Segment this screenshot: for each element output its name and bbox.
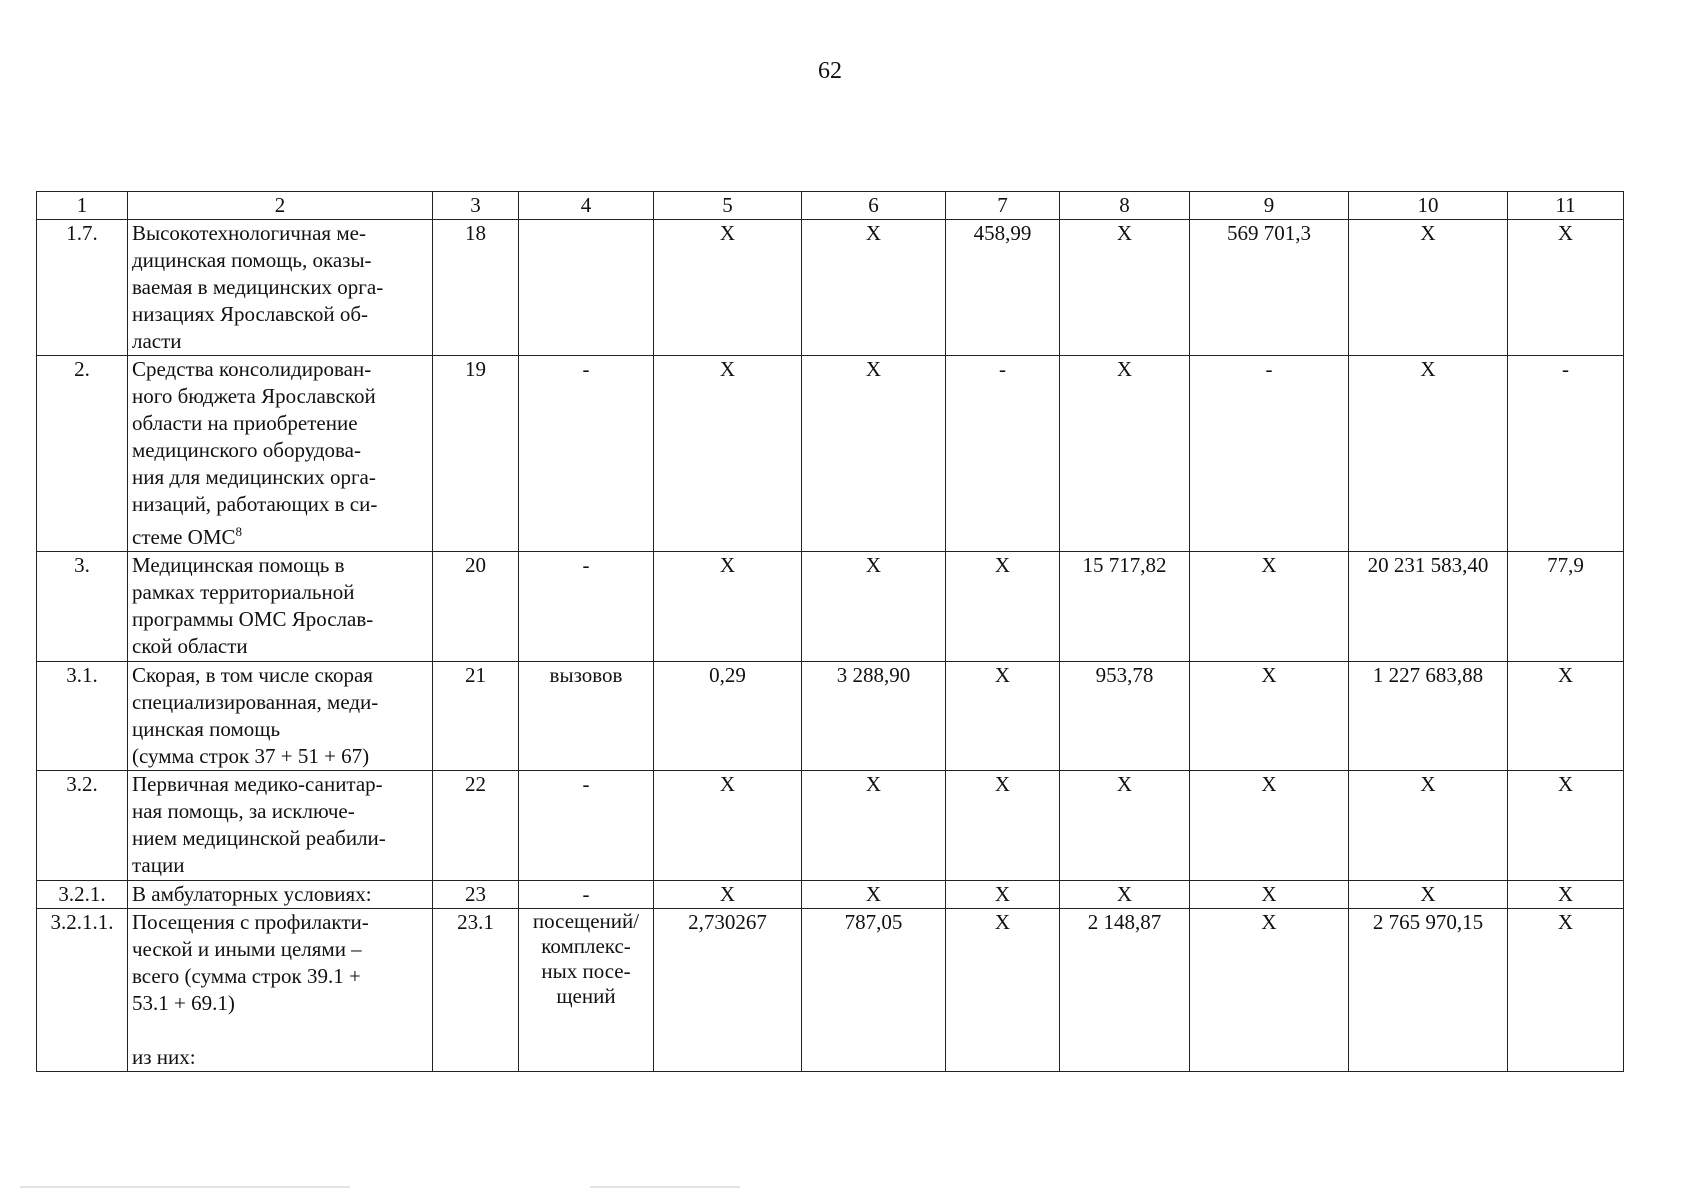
description-text: низациях Ярославской об- [132, 302, 369, 326]
row-description [128, 552, 433, 662]
cell-c8: 953,78 [1060, 662, 1190, 771]
column-header: 4 [519, 192, 654, 220]
description-text: ской области [132, 634, 248, 658]
description-line [132, 328, 429, 355]
cell-c11: X [1508, 220, 1624, 356]
cell-c5: 0,29 [654, 662, 802, 771]
row-number: 3.2.1. [37, 881, 128, 909]
cell-c10: X [1349, 356, 1508, 552]
description-text: Средства консолидирован- [132, 357, 372, 381]
cell-c5: X [654, 220, 802, 356]
description-text: дицинская помощь, оказы- [132, 248, 372, 272]
cell-c7: X [946, 909, 1060, 1072]
cell-c8: X [1060, 771, 1190, 881]
cell-c6: X [802, 552, 946, 662]
description-line [132, 881, 429, 908]
description-line [132, 606, 429, 633]
cell-c9: X [1190, 662, 1349, 771]
description-text: специализированная, меди- [132, 690, 379, 714]
scan-artifact [20, 1186, 350, 1188]
description-text: программы ОМС Ярослав- [132, 607, 374, 631]
cell-c7: X [946, 662, 1060, 771]
description-line [132, 963, 429, 990]
cell-c10: 2 765 970,15 [1349, 909, 1508, 1072]
cell-c6: 787,05 [802, 909, 946, 1072]
cell-c7: X [946, 771, 1060, 881]
cell-unit [519, 909, 654, 1072]
column-header: 11 [1508, 192, 1624, 220]
cell-c5: 2,730267 [654, 909, 802, 1072]
cell-c3: 23.1 [433, 909, 519, 1072]
cell-c8: 2 148,87 [1060, 909, 1190, 1072]
table-row [37, 909, 1624, 1072]
description-line [132, 771, 429, 798]
cell-c8: X [1060, 881, 1190, 909]
cell-c9: - [1190, 356, 1349, 552]
cell-c8: X [1060, 356, 1190, 552]
description-line [132, 247, 429, 274]
cell-c4: - [519, 552, 654, 662]
table-row [37, 662, 1624, 771]
description-line [132, 990, 429, 1017]
description-line [132, 274, 429, 301]
row-number: 3. [37, 552, 128, 662]
cell-c10: 1 227 683,88 [1349, 662, 1508, 771]
table-row [37, 552, 1624, 662]
cell-c11: X [1508, 881, 1624, 909]
description-line [132, 1044, 429, 1071]
description-line [132, 552, 429, 579]
column-header: 3 [433, 192, 519, 220]
cell-c10: X [1349, 220, 1508, 356]
description-text: ного бюджета Ярославской [132, 384, 376, 408]
cell-c7: X [946, 552, 1060, 662]
column-header: 6 [802, 192, 946, 220]
description-line [132, 410, 429, 437]
cell-c5: X [654, 881, 802, 909]
description-text: Медицинская помощь в [132, 553, 345, 577]
scan-artifact [590, 1186, 740, 1188]
description-text: 53.1 + 69.1) [132, 991, 235, 1015]
unit-line: щений [556, 984, 616, 1008]
cell-c4: вызовов [519, 662, 654, 771]
description-text: (сумма строк 37 + 51 + 67) [132, 744, 370, 768]
cell-c9: X [1190, 909, 1349, 1072]
description-text: рамках территориальной [132, 580, 355, 604]
description-text: области на приобретение [132, 411, 358, 435]
cell-c3: 18 [433, 220, 519, 356]
description-text: ласти [132, 329, 182, 353]
row-description [128, 356, 433, 552]
cell-c6: X [802, 771, 946, 881]
table-row [37, 220, 1624, 356]
cell-c9: 569 701,3 [1190, 220, 1349, 356]
row-number: 2. [37, 356, 128, 552]
description-text: В амбулаторных условиях: [132, 882, 372, 906]
cell-c9: X [1190, 552, 1349, 662]
row-number: 3.2.1.1. [37, 909, 128, 1072]
cell-c3: 21 [433, 662, 519, 771]
column-header: 10 [1349, 192, 1508, 220]
description-text: нием медицинской реабили- [132, 826, 386, 850]
row-number: 3.2. [37, 771, 128, 881]
row-description [128, 881, 433, 909]
description-line [132, 662, 429, 689]
cell-c4 [519, 220, 654, 356]
table-row [37, 771, 1624, 881]
description-line [132, 743, 429, 770]
row-number: 3.1. [37, 662, 128, 771]
description-text: ческой и иными целями – [132, 937, 362, 961]
description-line [132, 383, 429, 410]
cell-c3: 19 [433, 356, 519, 552]
description-line [132, 518, 429, 551]
description-text: тации [132, 853, 185, 877]
cell-c9: X [1190, 881, 1349, 909]
description-text: всего (сумма строк 39.1 + [132, 964, 361, 988]
cell-c4: - [519, 881, 654, 909]
description-line [132, 301, 429, 328]
description-line [132, 464, 429, 491]
description-line [132, 825, 429, 852]
page-number: 62 [818, 58, 842, 84]
description-line [132, 798, 429, 825]
description-text: стеме ОМС [132, 525, 236, 549]
cell-c11: X [1508, 909, 1624, 1072]
cell-c7: - [946, 356, 1060, 552]
description-text: медицинского оборудова- [132, 438, 361, 462]
cell-c5: X [654, 356, 802, 552]
unit-line: комплекс- [541, 934, 631, 958]
description-text: ния для медицинских орга- [132, 465, 376, 489]
cell-c8: 15 717,82 [1060, 552, 1190, 662]
financial-table [36, 191, 1624, 1072]
row-number: 1.7. [37, 220, 128, 356]
cell-c9: X [1190, 771, 1349, 881]
cell-c4: - [519, 356, 654, 552]
cell-c6: 3 288,90 [802, 662, 946, 771]
cell-c3: 20 [433, 552, 519, 662]
description-line [132, 437, 429, 464]
cell-c5: X [654, 552, 802, 662]
footnote-mark: 8 [235, 524, 243, 539]
unit-line: посещений/ [532, 909, 640, 933]
cell-c11: X [1508, 771, 1624, 881]
cell-c11: 77,9 [1508, 552, 1624, 662]
column-header: 2 [128, 192, 433, 220]
table-row [37, 881, 1624, 909]
cell-c7: 458,99 [946, 220, 1060, 356]
description-text: ваемая в медицинских орга- [132, 275, 384, 299]
description-line [132, 852, 429, 879]
row-description [128, 662, 433, 771]
row-description [128, 771, 433, 881]
cell-c6: X [802, 356, 946, 552]
cell-c10: 20 231 583,40 [1349, 552, 1508, 662]
cell-c3: 22 [433, 771, 519, 881]
description-line [132, 220, 429, 247]
row-description [128, 909, 433, 1072]
description-text: Скорая, в том числе скорая [132, 663, 373, 687]
column-header: 7 [946, 192, 1060, 220]
description-line [132, 579, 429, 606]
column-header: 5 [654, 192, 802, 220]
description-text: цинская помощь [132, 717, 281, 741]
row-description [128, 220, 433, 356]
description-line [132, 491, 429, 518]
description-text: Посещения с профилакти- [132, 910, 369, 934]
description-line [132, 936, 429, 963]
column-header: 1 [37, 192, 128, 220]
cell-c11: X [1508, 662, 1624, 771]
description-text: Высокотехнологичная ме- [132, 221, 366, 245]
cell-c11: - [1508, 356, 1624, 552]
cell-c6: X [802, 220, 946, 356]
description-line [132, 689, 429, 716]
cell-c10: X [1349, 771, 1508, 881]
cell-c10: X [1349, 881, 1508, 909]
column-header: 8 [1060, 192, 1190, 220]
description-line [132, 716, 429, 743]
description-text: Первичная медико-санитар- [132, 772, 383, 796]
description-line [132, 633, 429, 660]
cell-c8: X [1060, 220, 1190, 356]
description-line [132, 356, 429, 383]
unit-line: ных посе- [541, 959, 631, 983]
cell-c7: X [946, 881, 1060, 909]
description-line [132, 1017, 429, 1044]
table-header-row [37, 192, 1624, 220]
description-line [132, 909, 429, 936]
description-text: низаций, работающих в си- [132, 492, 378, 516]
cell-c3: 23 [433, 881, 519, 909]
description-text: из них: [132, 1045, 196, 1069]
table-row [37, 356, 1624, 552]
cell-c6: X [802, 881, 946, 909]
description-text: ная помощь, за исключе- [132, 799, 355, 823]
column-header: 9 [1190, 192, 1349, 220]
cell-c4: - [519, 771, 654, 881]
cell-c5: X [654, 771, 802, 881]
